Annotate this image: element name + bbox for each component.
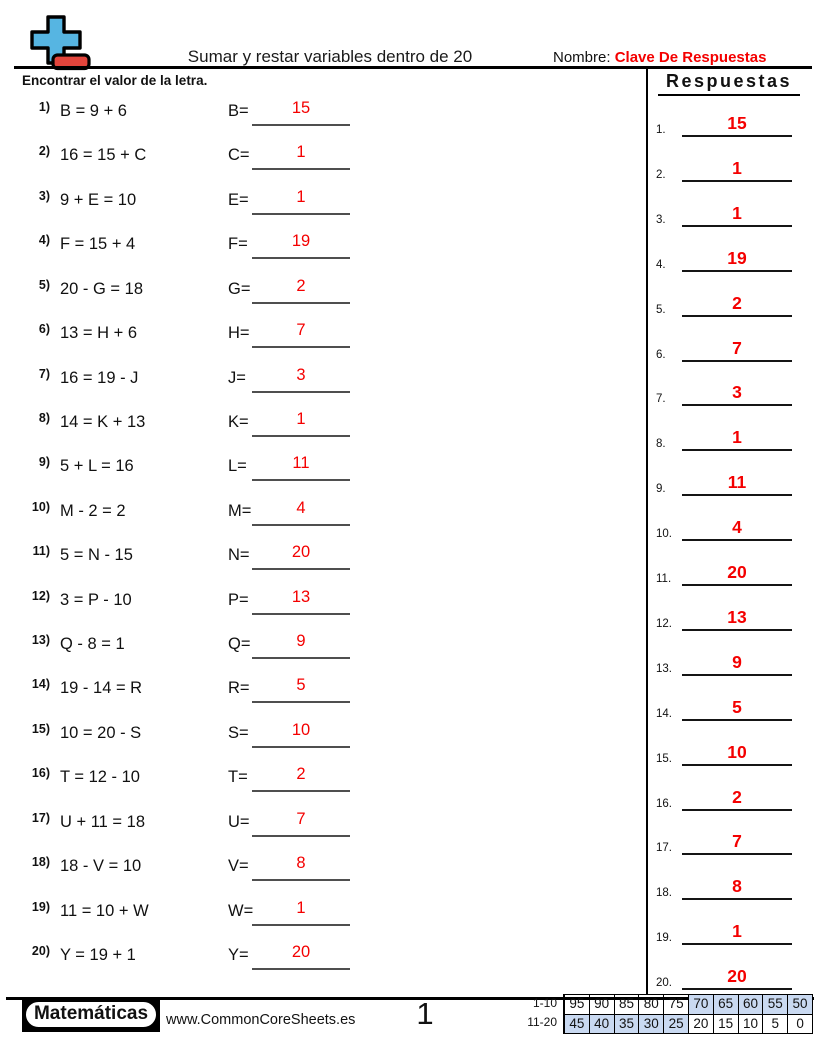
score-cell: 75	[663, 995, 688, 1014]
answer-value: 13	[291, 587, 311, 606]
answer-letter-label: M=	[228, 501, 252, 520]
problem-number: 5)	[38, 277, 50, 292]
problem-row	[0, 720, 640, 748]
answer-item-line	[682, 607, 792, 631]
plus-minus-logo-icon	[22, 14, 96, 72]
answer-item-line	[682, 113, 792, 137]
problem-number: 6)	[38, 322, 50, 337]
answer-item-number: 9.	[656, 483, 666, 496]
problem-row	[0, 632, 640, 659]
answer-item-value: 11	[727, 472, 747, 493]
brand-logo: Matemáticas	[24, 1000, 158, 1029]
brand-block	[22, 997, 160, 1032]
answer-item-line	[682, 562, 792, 586]
answer-item	[650, 372, 806, 406]
answer-blank-line	[252, 765, 350, 792]
answer-value: 1	[296, 187, 306, 206]
problem-equation: 20 - G = 18	[60, 279, 144, 298]
answer-item-number: 12.	[656, 617, 672, 630]
problem-row	[0, 587, 640, 615]
problem-equation: 19 - 14 = R	[60, 679, 143, 698]
problem-row	[0, 409, 640, 437]
problem-row	[0, 454, 640, 481]
answer-value: 2	[296, 276, 306, 295]
problem-row	[0, 543, 640, 570]
score-cell: 25	[663, 1014, 688, 1033]
problem-row	[0, 321, 640, 348]
answer-value: 7	[296, 809, 306, 828]
answer-value: 2	[296, 765, 306, 784]
answer-letter-label: N=	[228, 546, 250, 565]
answer-item-number: 18.	[656, 887, 672, 900]
header-divider	[14, 66, 812, 69]
answer-item-value: 8	[732, 876, 742, 897]
answer-item	[650, 462, 806, 496]
answer-letter-label: L=	[228, 457, 247, 476]
score-cell: 10	[738, 1014, 763, 1033]
answer-letter-label: Y=	[228, 945, 249, 964]
answer-item-value: 15	[727, 113, 747, 133]
answer-item-number: 17.	[656, 842, 672, 855]
answer-item	[650, 283, 806, 317]
answer-item-number: 1.	[656, 124, 666, 136]
problem-equation: 3 = P - 10	[60, 590, 132, 609]
answer-item-number: 20.	[656, 977, 672, 990]
answer-value: 1	[296, 143, 306, 162]
answer-item	[650, 148, 806, 182]
answer-item-number: 8.	[656, 438, 666, 451]
answer-blank-line	[252, 366, 350, 393]
problem-row	[0, 232, 640, 259]
answer-item-line	[682, 248, 792, 272]
name-value: Clave De Respuestas	[614, 49, 767, 66]
problem-number: 16)	[31, 766, 50, 781]
score-cell: 60	[738, 995, 763, 1014]
answer-item-line	[682, 876, 792, 900]
problem-equation: B = 9 + 6	[60, 102, 127, 120]
score-cell: 50	[787, 995, 812, 1014]
answer-item	[650, 777, 806, 811]
answer-item-number: 16.	[656, 797, 672, 810]
answer-item-line	[682, 382, 792, 406]
answer-item-value: 5	[732, 696, 742, 717]
problem-number: 10)	[31, 499, 50, 514]
answer-blank-line	[252, 188, 350, 215]
answer-value: 1	[296, 409, 306, 428]
problem-number: 13)	[31, 633, 50, 648]
problem-number: 14)	[31, 677, 50, 692]
problem-number: 11)	[32, 544, 50, 559]
answer-item-value: 1	[732, 157, 742, 178]
answer-item-value: 1	[732, 427, 742, 448]
answer-letter-label: P=	[228, 590, 249, 609]
answer-item	[650, 911, 806, 945]
answer-item-value: 2	[732, 292, 742, 313]
score-cell: 90	[589, 995, 614, 1014]
problem-equation: Q - 8 = 1	[60, 635, 125, 654]
score-table	[563, 994, 813, 1034]
answer-item-number: 14.	[656, 707, 672, 720]
score-cell: 15	[713, 1014, 738, 1033]
name-label: Nombre:	[553, 49, 611, 66]
answer-letter-label: T=	[228, 768, 248, 787]
problem-equation: 18 - V = 10	[60, 857, 142, 876]
answer-blank-line	[252, 632, 350, 659]
problem-row	[0, 187, 640, 215]
answer-letter-label: J=	[228, 368, 246, 387]
problem-number: 15)	[31, 721, 50, 736]
answers-panel-title: Respuestas	[658, 71, 800, 96]
answer-item-line	[682, 966, 792, 990]
problem-number: 19)	[31, 899, 50, 914]
answer-item	[650, 193, 806, 227]
answer-item-line	[682, 831, 792, 855]
answer-value: 20	[291, 543, 311, 562]
score-cell: 30	[638, 1014, 663, 1033]
answer-blank-line	[252, 143, 350, 170]
problem-row	[0, 143, 640, 170]
score-cell: 70	[688, 995, 713, 1014]
page-number: 1	[416, 996, 434, 1031]
problem-row	[0, 498, 640, 526]
vertical-divider	[646, 69, 648, 994]
answer-blank-line	[252, 543, 350, 570]
answer-value: 8	[296, 854, 306, 873]
answer-item	[650, 417, 806, 451]
score-cell: 80	[638, 995, 663, 1014]
answer-item	[650, 507, 806, 541]
score-cell: 45	[564, 1014, 589, 1033]
answer-value: 3	[296, 365, 306, 384]
problem-equation: U + 11 = 18	[60, 812, 146, 831]
answer-item	[650, 642, 806, 676]
problem-number: 1)	[38, 100, 50, 114]
name-row	[553, 49, 766, 66]
problem-row	[0, 765, 640, 792]
answer-letter-label: Q=	[228, 635, 251, 654]
answer-item-number: 4.	[656, 258, 666, 271]
score-table-row1	[564, 995, 812, 1014]
problem-number: 2)	[38, 144, 50, 159]
answer-item	[650, 866, 806, 900]
answer-item	[650, 956, 806, 990]
answer-item-line	[682, 472, 792, 496]
answer-letter-label: W=	[228, 901, 254, 920]
answer-letter-label: R=	[228, 679, 250, 698]
answer-value: 1	[296, 898, 306, 917]
problem-row	[0, 676, 640, 703]
answer-item-value: 7	[732, 831, 742, 852]
answer-item-number: 15.	[656, 752, 672, 765]
problem-row	[0, 276, 640, 304]
answer-item-number: 11.	[656, 573, 672, 585]
answer-value: 15	[291, 99, 311, 117]
problem-number: 18)	[31, 855, 50, 870]
answer-item	[650, 103, 806, 137]
answer-item-line	[682, 921, 792, 945]
problem-equation: 10 = 20 - S	[60, 723, 142, 742]
problem-equation: F = 15 + 4	[60, 235, 136, 254]
problem-equation: 16 = 15 + C	[60, 146, 147, 165]
problem-row	[0, 365, 640, 393]
answer-item-line	[682, 787, 792, 811]
answer-item	[650, 732, 806, 766]
score-cell: 0	[787, 1014, 812, 1033]
answer-item-value: 1	[732, 921, 742, 942]
answer-value: 4	[296, 498, 306, 517]
answer-blank-line	[252, 499, 350, 526]
answer-item-line	[682, 652, 792, 676]
problem-number: 12)	[31, 588, 50, 603]
problem-row	[0, 942, 640, 970]
answer-blank-line	[252, 810, 350, 837]
score-cell: 20	[688, 1014, 713, 1033]
answer-letter-label: E=	[228, 190, 249, 209]
answer-item-number: 13.	[656, 662, 672, 675]
score-cell: 95	[564, 995, 589, 1014]
problem-number: 17)	[31, 810, 50, 825]
answer-value: 7	[296, 321, 306, 340]
answer-item-value: 10	[727, 741, 747, 762]
answer-item-line	[682, 427, 792, 451]
score-cell: 65	[713, 995, 738, 1014]
answer-item-number: 3.	[656, 213, 666, 226]
answer-item-line	[682, 158, 792, 182]
answer-blank-line	[252, 232, 350, 259]
problem-equation: 9 + E = 10	[60, 190, 137, 209]
problem-number: 9)	[38, 455, 50, 470]
score-cell: 35	[614, 1014, 639, 1033]
answer-letter-label: S=	[228, 723, 249, 742]
answer-value: 20	[291, 942, 311, 961]
answer-letter-label: F=	[228, 235, 248, 254]
problem-number: 20)	[31, 943, 50, 958]
answer-item-value: 2	[732, 786, 742, 807]
answer-blank-line	[252, 676, 350, 703]
score-cell: 55	[762, 995, 787, 1014]
answer-blank-line	[252, 943, 350, 970]
answer-item-value: 3	[732, 382, 742, 403]
answer-item-value: 4	[732, 517, 742, 538]
problem-equation: Y = 19 + 1	[60, 945, 136, 964]
answer-item-value: 20	[727, 562, 747, 582]
problem-row	[0, 898, 640, 926]
answer-item-value: 9	[732, 651, 742, 672]
answer-letter-label: G=	[228, 279, 251, 298]
answer-letter-label: U=	[228, 812, 250, 831]
answer-blank-line	[252, 721, 350, 748]
problem-number: 7)	[38, 366, 50, 381]
answer-blank-line	[252, 588, 350, 615]
answer-item-value: 20	[727, 966, 747, 987]
answer-item	[650, 597, 806, 631]
answer-item	[650, 552, 806, 586]
answer-item-line	[682, 338, 792, 362]
problem-number: 4)	[38, 233, 50, 248]
answer-item-line	[682, 742, 792, 766]
problem-equation: 5 + L = 16	[60, 457, 134, 476]
answer-item-value: 7	[732, 337, 742, 358]
answer-blank-line	[252, 277, 350, 304]
score-table-labels	[495, 994, 557, 1032]
problem-equation: 5 = N - 15	[60, 546, 133, 565]
answer-item	[650, 238, 806, 272]
answer-value: 11	[292, 454, 310, 473]
problem-number: 8)	[38, 410, 50, 425]
score-table-row2	[564, 1014, 812, 1033]
answer-letter-label: B=	[228, 102, 249, 120]
answer-item-number: 5.	[656, 303, 666, 316]
answer-value: 19	[291, 232, 311, 251]
answer-item-value: 1	[732, 202, 742, 223]
problem-number: 3)	[38, 188, 50, 203]
answer-item-line	[682, 697, 792, 721]
answer-item-line	[682, 293, 792, 317]
problem-equation: 13 = H + 6	[60, 324, 138, 343]
answer-item-number: 10.	[656, 528, 672, 541]
answer-letter-label: C=	[228, 146, 250, 165]
score-cell: 5	[762, 1014, 787, 1033]
answer-item-number: 19.	[656, 932, 672, 945]
answer-letter-label: K=	[228, 412, 249, 431]
answer-value: 9	[296, 632, 306, 651]
problem-equation: 16 = 19 - J	[60, 368, 139, 387]
instruction-text: Encontrar el valor de la letra.	[22, 73, 208, 88]
page-title: Sumar y restar variables dentro de 20	[187, 47, 473, 66]
problem-equation: 14 = K + 13	[60, 412, 146, 431]
answer-value: 5	[296, 676, 306, 695]
answer-item-number: 2.	[656, 168, 666, 181]
answer-blank-line	[252, 454, 350, 481]
answer-blank-line	[252, 899, 350, 926]
answer-item-line	[682, 517, 792, 541]
problem-equation: M - 2 = 2	[60, 501, 126, 520]
answer-blank-line	[252, 321, 350, 348]
answer-blank-line	[252, 854, 350, 881]
website-url: www.CommonCoreSheets.es	[166, 1012, 356, 1028]
answer-blank-line	[252, 410, 350, 437]
answer-item-number: 7.	[656, 393, 666, 406]
answer-item-value: 13	[727, 606, 747, 627]
problem-equation: 11 = 10 + W	[60, 901, 149, 920]
score-cell: 85	[614, 995, 639, 1014]
score-row2-label: 11-20	[527, 1015, 557, 1029]
problem-row	[0, 99, 640, 126]
answer-blank-line	[252, 99, 350, 126]
answer-item-number: 6.	[656, 348, 666, 361]
answer-letter-label: H=	[228, 324, 250, 343]
score-cell: 40	[589, 1014, 614, 1033]
problem-row	[0, 809, 640, 837]
answer-item	[650, 328, 806, 362]
answer-item	[650, 821, 806, 855]
answer-item-line	[682, 203, 792, 227]
score-row1-label: 1-10	[532, 996, 557, 1010]
problem-equation: T = 12 - 10	[60, 768, 140, 787]
answer-item	[650, 687, 806, 721]
problem-row	[0, 854, 640, 881]
answer-item-value: 19	[727, 247, 747, 268]
answer-letter-label: V=	[228, 857, 249, 876]
answer-value: 10	[291, 720, 311, 739]
